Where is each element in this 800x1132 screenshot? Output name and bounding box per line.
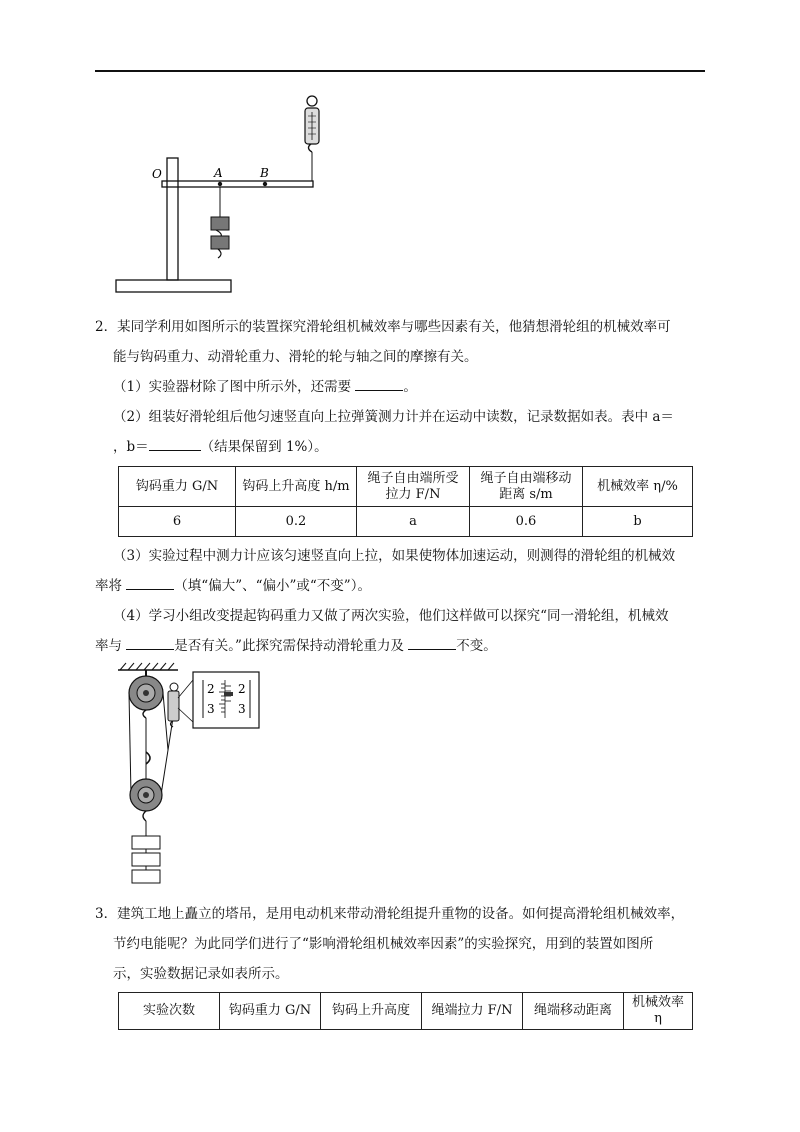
table-header [119, 467, 236, 507]
table-header-row [119, 467, 693, 507]
table-cell: b [583, 507, 693, 537]
q2-part3-note: （填“偏大”、“偏小”或“不变”）。 [174, 578, 371, 594]
q2-part3-line2 [95, 577, 371, 595]
table-header: 距离 s/m [499, 486, 553, 502]
q2-intro-line2: 能与钩码重力、动滑轮重力、滑轮的轮与轴之间的摩擦有关。 [113, 349, 478, 365]
table-header [236, 467, 357, 507]
table-header: 机械效率 η/% [597, 478, 678, 494]
table-header: 拉力 F/N [385, 486, 441, 502]
q3-line3: 示，实验数据记录如表所示。 [113, 966, 289, 982]
label-o: O [152, 167, 162, 181]
table-header: 绳子自由端所受 [367, 470, 459, 486]
scale-label-top-left: 2 [207, 682, 215, 696]
table-cell: 6 [119, 507, 236, 537]
q2-data-table [118, 466, 693, 537]
q2-part4-line1: （4）学习小组改变提起钩码重力又做了两次实验，他们这样做可以探究“同一滑轮组，机械效 [113, 608, 669, 624]
q2-part1-end: 。 [403, 379, 417, 395]
q2-part2-note: （结果保留到 1%）。 [200, 439, 328, 455]
top-rule [95, 70, 705, 72]
table-cell: a [357, 507, 470, 537]
table-header: 绳端移动距离 [523, 993, 624, 1030]
q3-line1: 3．建筑工地上矗立的塔吊，是用电动机来带动滑轮组提升重物的设备。如何提高滑轮组机械效率， [95, 906, 685, 922]
q2-part4-blank-1 [126, 637, 174, 650]
table-header: 钩码重力 G/N [220, 993, 321, 1030]
q2-part2-line1: （2）组装好滑轮组后他匀速竖直向上拉弹簧测力计并在运动中读数，记录数据如表。表中 a＝ [113, 409, 674, 425]
table-row [119, 507, 693, 537]
q2-part2-b-label: ，b＝ [113, 439, 149, 455]
scale-label-top-right: 2 [238, 682, 246, 696]
scale-label-bottom-right: 3 [238, 702, 246, 716]
q2-part4-prefix: 率与 [95, 638, 122, 654]
table-header-row [119, 993, 693, 1030]
q2-part2-blank [149, 438, 201, 451]
q2-part4-middle: 是否有关。”此探究需保持动滑轮重力及 [174, 638, 404, 654]
table-header [357, 467, 470, 507]
q2-part1-blank [355, 378, 403, 391]
q2-part2-line2 [113, 438, 328, 456]
table-header [583, 467, 693, 507]
table-header: 绳端拉力 F/N [422, 993, 523, 1030]
table-header: 机械效率 η [624, 993, 693, 1030]
q3-line2: 节约电能呢？为此同学们进行了“影响滑轮组机械效率因素”的实验探究，用到的装置如图所 [113, 936, 654, 952]
label-a: A [214, 166, 223, 180]
q3-data-table [118, 992, 693, 1030]
scale-label-bottom-left: 3 [207, 702, 215, 716]
table-header [470, 467, 583, 507]
table-cell: 0.2 [236, 507, 357, 537]
table-header: 钩码重力 G/N [135, 478, 219, 494]
q2-part3-line1: （3）实验过程中测力计应该匀速竖直向上拉，如果使物体加速运动，则测得的滑轮组的机械效 [113, 548, 676, 564]
table-header: 钩码上升高度 [321, 993, 422, 1030]
q2-part3-blank [126, 577, 174, 590]
label-b: B [260, 166, 269, 180]
table-header: 绳子自由端移动 [480, 470, 572, 486]
table-header: 实验次数 [119, 993, 220, 1030]
q2-part4-end: 不变。 [456, 638, 497, 654]
table-cell: 0.6 [470, 507, 583, 537]
lever-figure [110, 90, 340, 300]
q2-part1 [113, 378, 417, 396]
q2-part4-line2 [95, 637, 497, 655]
q2-part1-text: （1）实验器材除了图中所示外，还需要 [113, 379, 352, 395]
q2-part3-prefix: 率将 [95, 578, 122, 594]
q2-part4-blank-2 [408, 637, 456, 650]
q2-intro-line1: 2．某同学利用如图所示的装置探究滑轮组机械效率与哪些因素有关，他猜想滑轮组的机械效率可 [95, 319, 671, 335]
pulley-figure [110, 660, 270, 890]
table-header: 钩码上升高度 h/m [242, 478, 350, 494]
